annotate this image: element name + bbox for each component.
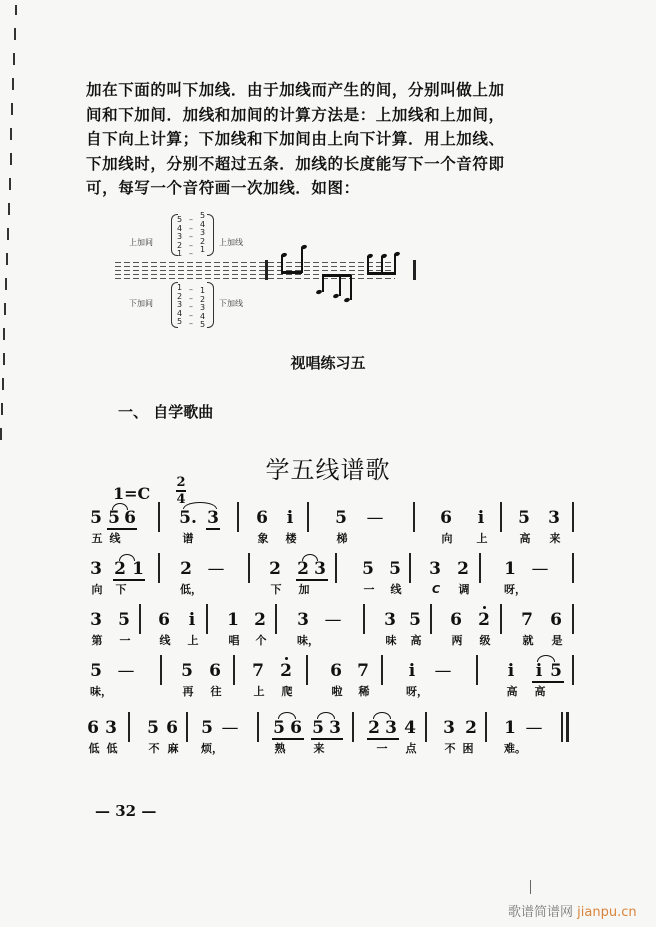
lyric: 一	[376, 742, 388, 755]
lyric: 高	[534, 685, 546, 698]
lyric: 高	[506, 685, 518, 698]
lower-left-numbers: 1 2 3 4 5	[177, 283, 183, 326]
lyric: 就	[522, 634, 534, 647]
note-beam	[281, 271, 302, 274]
note: 5	[409, 610, 421, 630]
lower-right-numbers: 1 2 3 4 5	[200, 286, 206, 329]
barline	[476, 655, 478, 685]
barline	[158, 553, 160, 583]
lyric: 象	[257, 532, 269, 545]
lyric: 唱	[228, 634, 240, 647]
note: 6	[450, 610, 462, 630]
barline	[409, 553, 411, 583]
slur	[278, 712, 296, 719]
staff-line	[115, 278, 395, 279]
note: 5	[201, 718, 213, 738]
note: 6	[330, 661, 342, 681]
lyric: 谱	[182, 532, 194, 545]
note-stem	[394, 254, 396, 274]
lyric: 点	[405, 742, 417, 755]
note: 3	[429, 559, 441, 579]
barline	[572, 655, 574, 685]
note: i	[507, 661, 515, 681]
slur	[112, 503, 128, 510]
note: 5	[312, 718, 324, 738]
barline	[352, 712, 354, 742]
paragraph-line: 下加线时，分别不超过五条．加线的长度能写下一个音符即	[86, 154, 505, 173]
slur	[119, 554, 135, 561]
octave-dot	[285, 657, 288, 660]
eighth-underline	[532, 681, 564, 683]
barline	[572, 604, 574, 634]
slur	[537, 655, 555, 662]
lyric: 难。	[504, 742, 526, 755]
staff-line	[115, 262, 395, 263]
note: 5	[118, 610, 130, 630]
octave-dot	[483, 606, 486, 609]
barline	[206, 604, 208, 634]
dash-extension: —	[324, 610, 342, 630]
barline	[186, 712, 188, 742]
upper-line-label: 上加线	[219, 238, 243, 247]
lyric: 上	[253, 685, 265, 698]
lyric: 困	[462, 742, 474, 755]
barline	[381, 655, 383, 685]
note: 3	[90, 559, 102, 579]
lyric: 级	[479, 634, 491, 647]
lyric: 向	[441, 532, 453, 545]
note: 6	[256, 508, 268, 528]
lyric: 高	[410, 634, 422, 647]
lyric: 熟	[274, 742, 286, 755]
barline	[306, 655, 308, 685]
note: 5	[108, 508, 120, 528]
note: 7	[521, 610, 533, 630]
right-brace	[207, 282, 214, 328]
note: 5	[147, 718, 159, 738]
lower-space-label: 下加间	[129, 299, 153, 308]
eighth-underline	[367, 738, 399, 740]
slur	[317, 712, 335, 719]
note: 6	[209, 661, 221, 681]
note: 3	[207, 508, 219, 528]
barline	[307, 502, 309, 532]
barline	[139, 604, 141, 634]
upper-left-numbers: 5 4 3 2 1	[177, 215, 183, 258]
right-brace	[207, 214, 214, 256]
note: 7	[252, 661, 264, 681]
lyric: 来	[313, 742, 325, 755]
note-stem	[339, 275, 341, 296]
lyric: 向	[91, 583, 103, 596]
note: 6	[124, 508, 136, 528]
lyric: 梯	[336, 532, 348, 545]
note: 2	[368, 718, 380, 738]
note: i	[188, 610, 196, 630]
lyric: 加	[298, 583, 310, 596]
note-stem	[322, 275, 324, 292]
note-stem	[350, 275, 352, 300]
upper-space-label: 上加间	[129, 238, 153, 247]
barline	[500, 502, 502, 532]
dash-extension: —	[366, 508, 384, 528]
barline	[275, 604, 277, 634]
note: 6	[440, 508, 452, 528]
barline	[363, 604, 365, 634]
note-high: 2	[279, 661, 293, 681]
staff-line	[115, 266, 395, 267]
lower-line-label: 下加线	[219, 299, 243, 308]
barline	[572, 502, 574, 532]
time-signature: 2 4	[176, 475, 186, 507]
eighth-underline	[107, 528, 137, 530]
note: i	[286, 508, 294, 528]
lyric: 麻	[167, 742, 179, 755]
note: 3	[548, 508, 560, 528]
lyric: 下	[115, 583, 127, 596]
note: 3	[314, 559, 326, 579]
lyric: 五	[91, 532, 103, 545]
note: 3	[385, 718, 397, 738]
upper-dashes: – – – – –	[189, 215, 193, 258]
barline	[335, 553, 337, 583]
dash-extension: —	[117, 661, 135, 681]
note: 3	[443, 718, 455, 738]
note-beam	[322, 274, 351, 277]
barline	[485, 712, 487, 742]
dash-extension: —	[531, 559, 549, 579]
lyric: 低	[106, 742, 118, 755]
final-barline-thick	[566, 712, 569, 742]
eighth-underline	[272, 738, 304, 740]
lyric: 爬	[281, 685, 293, 698]
note: 3	[297, 610, 309, 630]
note: 5	[389, 559, 401, 579]
lyric: 味，	[297, 634, 319, 647]
note: 6	[166, 718, 178, 738]
barline	[500, 604, 502, 634]
lyric: 上	[476, 532, 488, 545]
lyric: 高	[519, 532, 531, 545]
scan-mark	[530, 880, 531, 894]
note: 5	[181, 661, 193, 681]
note-beam	[367, 272, 396, 275]
slur	[183, 502, 217, 509]
barline	[430, 604, 432, 634]
note: i	[408, 661, 416, 681]
barline	[237, 502, 239, 532]
lyric: 不	[444, 742, 456, 755]
staff-bar	[265, 260, 268, 280]
slur	[373, 712, 391, 719]
paragraph-line: 可，每写一个音符画一次加线．如图：	[86, 179, 360, 197]
lyric: 是	[551, 634, 563, 647]
paragraph-line: 间和下加间．加线和加间的计算方法是：上加线和上加间，	[86, 105, 505, 124]
note: 5	[335, 508, 347, 528]
key-signature: 1=C	[113, 484, 151, 503]
note: 6	[87, 718, 99, 738]
eighth-underline	[296, 579, 328, 581]
song-title: 学五线谱歌	[265, 456, 391, 484]
note: 6	[158, 610, 170, 630]
lyric: 两	[451, 634, 463, 647]
note: 2	[180, 559, 192, 579]
lyric: 不	[148, 742, 160, 755]
barline	[128, 712, 130, 742]
staff-line	[115, 270, 395, 271]
note: 3	[384, 610, 396, 630]
note: 2	[114, 559, 126, 579]
lyric: 味	[385, 634, 397, 647]
dash-extension: —	[207, 559, 225, 579]
note: 1	[504, 718, 516, 738]
lyric: 来	[549, 532, 561, 545]
lyric: 呀，	[406, 685, 428, 698]
slur	[302, 554, 318, 561]
note: 5	[273, 718, 285, 738]
eighth-underline	[206, 528, 220, 530]
dash-extension: —	[434, 661, 452, 681]
lyric: 再	[182, 685, 194, 698]
barline	[158, 502, 160, 532]
lyric: 线	[109, 532, 121, 545]
note: 5	[362, 559, 374, 579]
note: i	[477, 508, 485, 528]
note: 6	[550, 610, 562, 630]
note: 5	[518, 508, 530, 528]
lyric: 一	[363, 583, 375, 596]
note: 2	[254, 610, 266, 630]
lyric: 下	[270, 583, 282, 596]
note: 5	[550, 661, 562, 681]
paragraph-line: 自下向上计算；下加线和下加间由上向下计算．用上加线、	[86, 130, 505, 148]
note-high: 2	[477, 610, 491, 630]
note: 2	[457, 559, 469, 579]
watermark-latin: jianpu.cn	[577, 905, 637, 920]
note: 1	[132, 559, 144, 579]
lyric: 味，	[90, 685, 112, 698]
barline	[572, 553, 574, 583]
lyric: 一	[119, 634, 131, 647]
lyric: 上	[187, 634, 199, 647]
lyric: 稀	[358, 685, 370, 698]
note: 2	[297, 559, 309, 579]
note: 1	[504, 559, 516, 579]
lyric: 楼	[285, 532, 297, 545]
explanation-paragraph	[86, 78, 586, 201]
lyric: 烦，	[201, 742, 223, 755]
barline	[248, 553, 250, 583]
upper-right-numbers: 5 4 3 2 1	[200, 211, 206, 254]
lyric: 低，	[180, 583, 202, 596]
lyric: 个	[255, 634, 267, 647]
note: 6	[290, 718, 302, 738]
eighth-underline	[113, 579, 145, 581]
note: 5	[90, 508, 102, 528]
note: 1	[227, 610, 239, 630]
barline	[160, 655, 162, 685]
dash-extension: —	[525, 718, 543, 738]
barline	[413, 502, 415, 532]
lyric: 往	[210, 685, 222, 698]
note: 3	[105, 718, 117, 738]
lyric: 低	[88, 742, 100, 755]
section-heading: 一、 自学歌曲	[118, 403, 214, 421]
lyric: 调	[458, 583, 470, 596]
page-number: — 32 —	[95, 802, 157, 820]
lyric: 啦	[331, 685, 343, 698]
note: 5.	[179, 508, 197, 528]
note: 4	[404, 718, 416, 738]
note: 7	[357, 661, 369, 681]
eighth-underline	[311, 738, 343, 740]
note: i	[535, 661, 543, 681]
lyric: 线	[159, 634, 171, 647]
staff-line	[115, 274, 395, 275]
lyric: 第	[91, 634, 103, 647]
barline	[257, 712, 259, 742]
note: 2	[465, 718, 477, 738]
note: 2	[269, 559, 281, 579]
staff-end-bar	[413, 260, 416, 280]
paragraph-line: 加在下面的叫下加线．由于加线而产生的间，分别叫做上加	[86, 81, 505, 99]
barline	[233, 655, 235, 685]
barline	[425, 712, 427, 742]
note: 3	[90, 610, 102, 630]
watermark	[508, 901, 637, 920]
note-stem	[301, 247, 303, 273]
exercise-title: 视唱练习五	[290, 354, 366, 372]
note: 3	[329, 718, 341, 738]
dash-extension: —	[221, 718, 239, 738]
watermark-cn: 歌谱简谱网	[508, 905, 574, 920]
ledger-lines-figure	[115, 210, 415, 335]
lyric: 线	[390, 583, 402, 596]
final-barline-thin	[561, 712, 563, 742]
lower-dashes: – – – – –	[189, 285, 193, 328]
barline	[479, 553, 481, 583]
lyric: 呀，	[504, 583, 526, 596]
note: 5	[90, 661, 102, 681]
lyric: C	[431, 583, 441, 596]
